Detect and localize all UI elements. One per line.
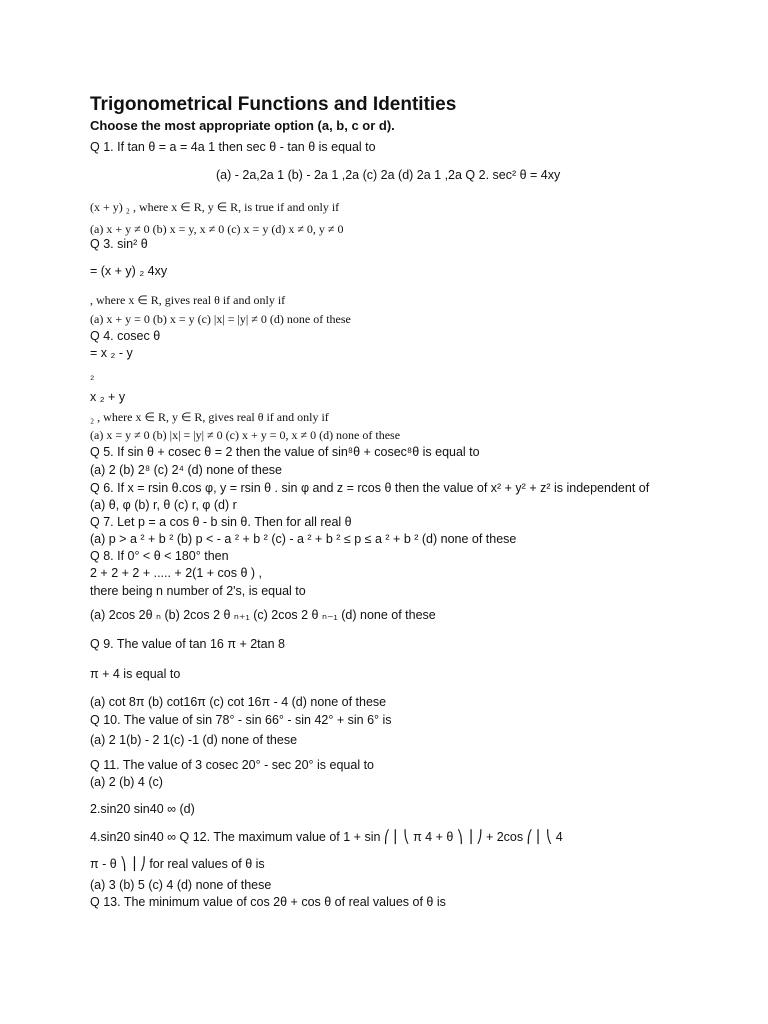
text-line: Q 6. If x = rsin θ.cos φ, y = rsin θ . sin φ and z = rcos θ then the value of x² + y² + z² is independent of	[90, 481, 650, 495]
text-line: ₂	[90, 370, 95, 382]
text-line: = x ₂ - y	[90, 346, 133, 360]
text-line: (a) - 2a,2a 1 (b) - 2a 1 ,2a (c) 2a (d) 2a 1 ,2a Q 2. sec² θ = 4xy	[216, 168, 561, 182]
text-line: (a) 2 (b) 4 (c)	[90, 775, 163, 789]
text-line: (a) x + y = 0 (b) x = y (c) |x| = |y| ≠ 0 (d) none of these	[90, 312, 351, 326]
text-line: Q 10. The value of sin 78° - sin 66° - sin 42° + sin 6° is	[90, 713, 392, 727]
text-line: Q 4. cosec θ	[90, 329, 161, 343]
text-line: = (x + y) ₂ 4xy	[90, 264, 168, 278]
text-line: (x + y) ₂ , where x ∈ R, y ∈ R, is true if and only if	[90, 200, 340, 214]
text-line: , where x ∈ R, gives real θ if and only if	[90, 293, 286, 307]
text-line: (a) 2 (b) 2⁸ (c) 2⁴ (d) none of these	[90, 463, 282, 477]
text-line: Q 8. If 0° < θ < 180° then	[90, 549, 229, 563]
text-line: x ₂ + y	[90, 390, 126, 404]
text-line: (a) θ, φ (b) r, θ (c) r, φ (d) r	[90, 498, 237, 512]
text-line: (a) 2cos 2θ ₙ (b) 2cos 2 θ ₙ₊₁ (c) 2cos 2 θ ₙ₋₁ (d) none of these	[90, 608, 436, 622]
text-line: (a) p > a ² + b ² (b) p < - a ² + b ² (c) - a ² + b ² ≤ p ≤ a ² + b ² (d) none of these	[90, 532, 517, 546]
text-line: Q 13. The minimum value of cos 2θ + cos θ of real values of θ is	[90, 895, 446, 909]
text-line: (a) cot 8π (b) cot16π (c) cot 16π - 4 (d) none of these	[90, 695, 387, 709]
page-title: Trigonometrical Functions and Identities	[90, 94, 457, 115]
text-line: 2 + 2 + 2 + ..... + 2(1 + cos θ ) ,	[90, 566, 262, 580]
text-line: 4.sin20 sin40 ∞ Q 12. The maximum value of 1 + sin ⎛ ⎜ ⎝ π 4 + θ ⎞ ⎟ ⎠ + 2cos ⎛ ⎜ ⎝ 4	[90, 830, 563, 844]
text-line: ₂ , where x ∈ R, y ∈ R, gives real θ if and only if	[90, 410, 329, 424]
text-line: π - θ ⎞ ⎟ ⎠ for real values of θ is	[90, 857, 265, 871]
text-line: (a) x + y ≠ 0 (b) x = y, x ≠ 0 (c) x = y (d) x ≠ 0, y ≠ 0	[90, 222, 344, 236]
text-line: π + 4 is equal to	[90, 667, 181, 681]
text-line: Q 11. The value of 3 cosec 20° - sec 20° is equal to	[90, 758, 375, 772]
text-line: (a) 3 (b) 5 (c) 4 (d) none of these	[90, 878, 272, 892]
text-line: there being n number of 2's, is equal to	[90, 584, 306, 598]
text-line: Q 1. If tan θ = a = 4a 1 then sec θ - tan θ is equal to	[90, 140, 376, 154]
text-line: Q 3. sin² θ	[90, 237, 148, 251]
text-line: Q 5. If sin θ + cosec θ = 2 then the value of sin⁸θ + cosec⁸θ is equal to	[90, 445, 480, 459]
text-line: (a) x = y ≠ 0 (b) |x| = |y| ≠ 0 (c) x + y = 0, x ≠ 0 (d) none of these	[90, 428, 401, 442]
text-line: Q 9. The value of tan 16 π + 2tan 8	[90, 637, 285, 651]
text-line: (a) 2 1(b) - 2 1(c) -1 (d) none of these	[90, 733, 298, 747]
text-line: 2.sin20 sin40 ∞ (d)	[90, 802, 195, 816]
text-line: Q 7. Let p = a cos θ - b sin θ. Then for all real θ	[90, 515, 352, 529]
instructions: Choose the most appropriate option (a, b, c or d).	[90, 118, 395, 133]
